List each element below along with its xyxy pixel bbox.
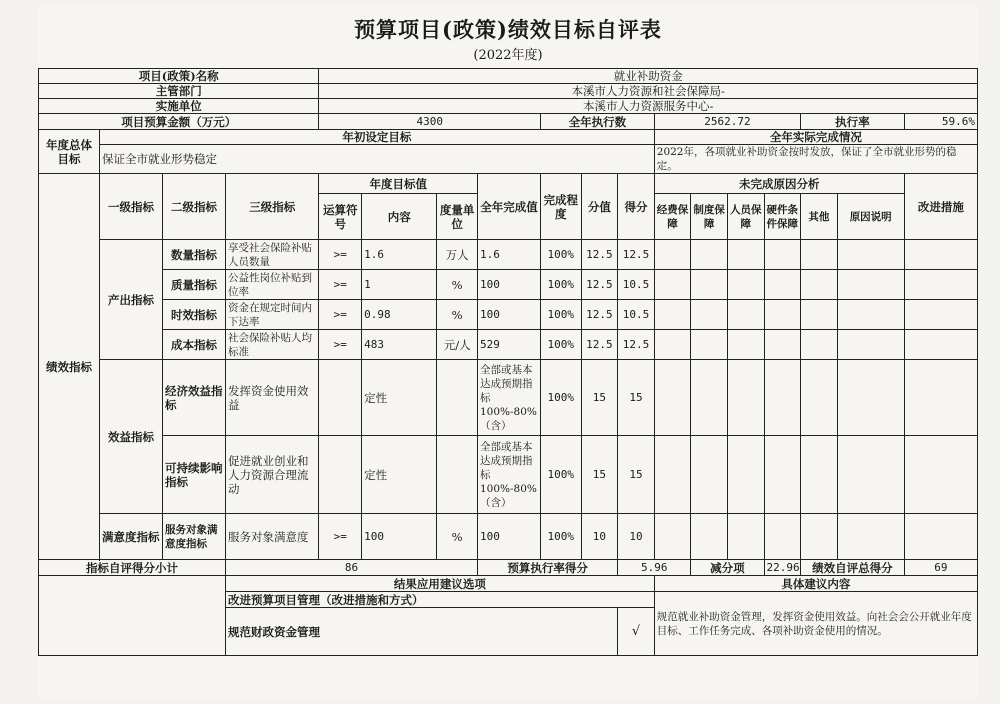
score-header: 得分 [618,174,655,240]
deduct-value: 22.96 [764,560,801,576]
evaluation-form [38,6,978,698]
row-unit: 元/人 [437,330,478,360]
actual-goal-header: 全年实际完成情况 [654,130,977,145]
group-benefit: 效益指标 [99,360,162,514]
exec-value: 2562.72 [654,114,800,130]
row-weight: 15 [581,436,618,514]
option-improve: 改进预算项目管理（改进措施和方式） [225,592,654,608]
reason-hardware-header: 硬件条件保障 [764,194,801,240]
total-value: 69 [904,560,977,576]
dept-value: 本溪市人力资源和社会保障局- [319,84,978,99]
row-weight: 12.5 [581,330,618,360]
op-header: 运算符号 [319,194,362,240]
row-score: 10.5 [618,270,655,300]
level3-header: 三级指标 [225,174,319,240]
project-row [39,69,978,84]
project-value: 就业补助资金 [319,69,978,84]
impl-value: 本溪市人力资源服务中心- [319,99,978,114]
goal-text-row [39,145,978,160]
initial-goal-header: 年初设定目标 [99,130,654,145]
budget-rate-label: 预算执行率得分 [477,560,617,576]
row-score: 12.5 [618,240,655,270]
content-header: 内容 [362,194,437,240]
row-l3: 社会保险补贴人均标准 [225,330,319,360]
table-row [39,300,978,330]
row-actual: 全部或基本达成预期指标100%-80%（含） [477,360,540,436]
row-unit [437,436,478,514]
actual-goal-text: 2022年，各项就业补助资金按时发放，保证了全市就业形势的稳定。 [654,145,977,174]
row-l3: 服务对象满意度 [225,514,319,560]
annual-target-header: 年度目标值 [319,174,478,194]
row-l2: 服务对象满意度指标 [162,514,225,560]
budget-row [39,114,978,130]
budget-value: 4300 [319,114,541,130]
row-op: >= [319,300,362,330]
row-l2: 数量指标 [162,240,225,270]
table-row [39,330,978,360]
dept-row [39,84,978,99]
unit-header: 度量单位 [437,194,478,240]
option-regulate-checkmark: √ [618,608,655,656]
row-weight: 10 [581,514,618,560]
row-op: >= [319,514,362,560]
rate-label: 执行率 [801,114,905,130]
row-degree: 100% [540,330,581,360]
row-unit: % [437,300,478,330]
row-degree: 100% [540,360,581,436]
project-label: 项目(政策)名称 [39,69,319,84]
impl-label: 实施单位 [39,99,319,114]
row-l3: 公益性岗位补贴到位率 [225,270,319,300]
row-score: 15 [618,360,655,436]
row-unit: % [437,514,478,560]
row-l3: 资金在规定时间内下达率 [225,300,319,330]
reason-note-header: 原因说明 [837,194,904,240]
row-degree: 100% [540,270,581,300]
row-l2: 可持续影响指标 [162,436,225,514]
row-l2: 质量指标 [162,270,225,300]
row-weight: 15 [581,360,618,436]
row-op: >= [319,330,362,360]
row-degree: 100% [540,240,581,270]
improve-header: 改进措施 [904,174,977,240]
row-unit: % [437,270,478,300]
row-weight: 12.5 [581,240,618,270]
indicator-header-row [39,174,978,194]
group-output: 产出指标 [99,240,162,360]
row-l2: 成本指标 [162,330,225,360]
subtotal-label: 指标自评得分小计 [39,560,226,576]
row-actual: 全部或基本达成预期指标100%-80%（含） [477,436,540,514]
budget-rate-value: 5.96 [618,560,691,576]
row-weight: 12.5 [581,300,618,330]
row-l2: 经济效益指标 [162,360,225,436]
reason-funds-header: 经费保障 [654,194,691,240]
row-score: 10 [618,514,655,560]
form-year: (2022年度) [473,48,543,63]
total-label: 绩效自评总得分 [801,560,905,576]
row-op: >= [319,240,362,270]
budget-label: 项目预算金额（万元） [39,114,319,130]
initial-goal-text: 保证全市就业形势稳定 [99,145,654,174]
row-score: 15 [618,436,655,514]
perf-section-label: 绩效指标 [39,174,100,560]
row-content: 定性 [362,436,437,514]
summary-row [39,560,978,576]
row-actual: 100 [477,270,540,300]
row-degree: 100% [540,514,581,560]
row-l3: 发挥资金使用效益 [225,360,319,436]
table-row [39,514,978,560]
impl-row [39,99,978,114]
evaluation-table [38,68,978,656]
row-content: 0.98 [362,300,437,330]
row-l3: 促进就业创业和人力资源合理流动 [225,436,319,514]
table-row [39,436,978,514]
row-score: 12.5 [618,330,655,360]
reasons-header: 未完成原因分析 [654,174,904,194]
row-content: 1 [362,270,437,300]
row-actual: 100 [477,514,540,560]
row-score: 10.5 [618,300,655,330]
row-op [319,436,362,514]
row-content: 483 [362,330,437,360]
form-title: 预算项目(政策)绩效目标自评表 [354,17,662,42]
suggest-header-row [39,576,978,592]
row-degree: 100% [540,300,581,330]
content-header: 具体建议内容 [654,576,977,592]
row-weight: 12.5 [581,270,618,300]
table-row [39,270,978,300]
reason-staff-header: 人员保障 [727,194,764,240]
actual-header: 全年完成值 [477,174,540,240]
reason-other-header: 其他 [801,194,838,240]
weight-header: 分值 [581,174,618,240]
options-header: 结果应用建议选项 [225,576,654,592]
row-actual: 1.6 [477,240,540,270]
row-unit [437,360,478,436]
level1-header: 一级指标 [99,174,162,240]
row-l2: 时效指标 [162,300,225,330]
exec-label: 全年执行数 [540,114,654,130]
dept-label: 主管部门 [39,84,319,99]
suggest-content: 规范就业补助资金管理，发挥资金使用效益。向社会会公开就业年度目标、工作任务完成、各项补助资金使用的情况。 [654,592,977,656]
goal-header-row [39,130,978,145]
option-regulate: 规范财政资金管理 [225,608,617,656]
table-row [39,240,978,270]
row-content: 1.6 [362,240,437,270]
row-degree: 100% [540,436,581,514]
row-unit: 万人 [437,240,478,270]
row-content: 100 [362,514,437,560]
goal-section-label: 年度总体目标 [39,130,100,174]
row-content: 定性 [362,360,437,436]
row-op [319,360,362,436]
row-actual: 529 [477,330,540,360]
deduct-label: 减分项 [691,560,764,576]
rate-value: 59.6% [904,114,977,130]
row-op: >= [319,270,362,300]
reason-system-header: 制度保障 [691,194,728,240]
table-row [39,360,978,436]
row-l3: 享受社会保险补贴人员数量 [225,240,319,270]
degree-header: 完成程度 [540,174,581,240]
row-actual: 100 [477,300,540,330]
group-satisfaction: 满意度指标 [99,514,162,560]
level2-header: 二级指标 [162,174,225,240]
subtotal-value: 86 [225,560,477,576]
